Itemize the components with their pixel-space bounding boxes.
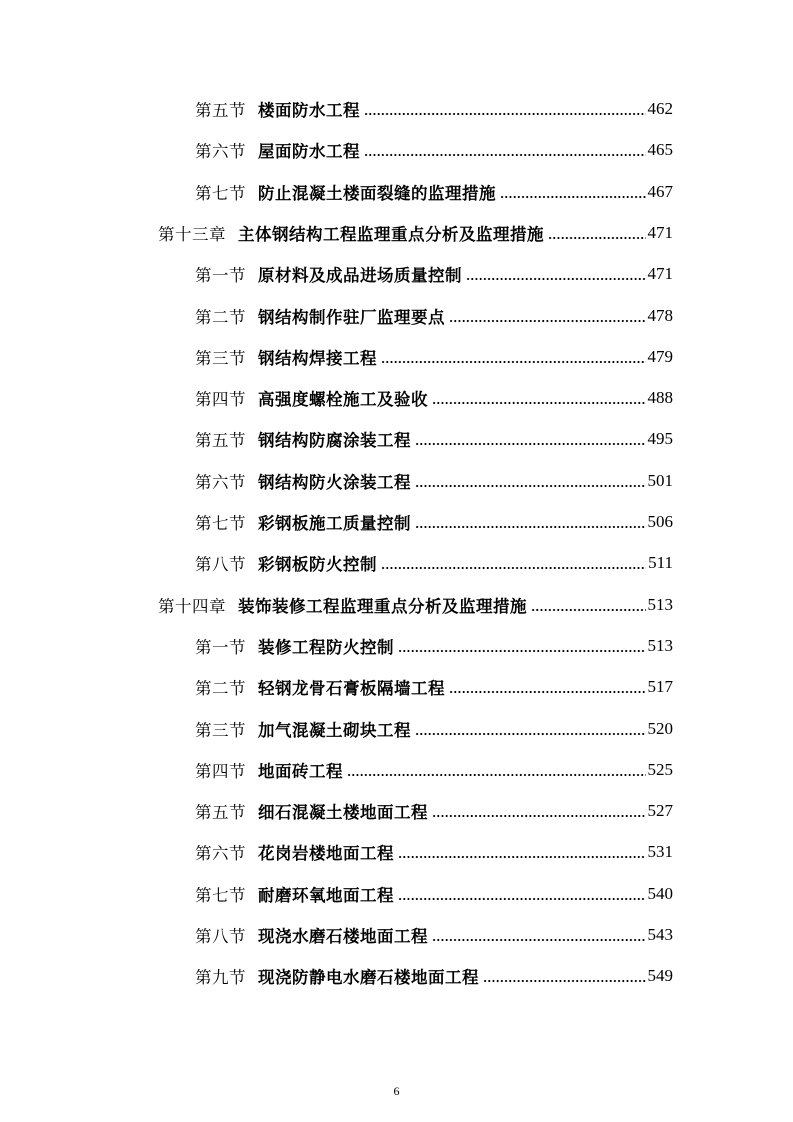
- toc-entry-title: 轻钢龙骨石膏板隔墙工程: [258, 679, 445, 699]
- toc-entry-page: 511: [648, 553, 673, 573]
- dot-leader: [531, 598, 646, 612]
- toc-section-entry[interactable]: [195, 342, 673, 372]
- toc-entry-title: 屋面防水工程: [258, 142, 360, 162]
- toc-entry-number: 第八节: [195, 927, 246, 946]
- toc-entry-page: 527: [647, 801, 673, 821]
- toc-section-entry[interactable]: [195, 177, 673, 207]
- toc-section-entry[interactable]: [195, 466, 673, 496]
- toc-entry-title: 加气混凝土砌块工程: [258, 720, 411, 740]
- dot-leader: [415, 432, 646, 446]
- toc-section-entry[interactable]: [195, 383, 673, 413]
- toc-entry-page: 543: [647, 925, 673, 944]
- toc-entry-number: 第三节: [195, 348, 246, 368]
- toc-section-entry[interactable]: [195, 879, 673, 909]
- dot-leader: [548, 226, 646, 240]
- toc-entry-title: 钢结构焊接工程: [258, 348, 377, 368]
- dot-leader: [398, 639, 646, 653]
- toc-entry-number: 第五节: [195, 803, 246, 823]
- toc-entry-title: 花岗岩楼地面工程: [258, 844, 394, 864]
- toc-entry-title: 装饰装修工程监理重点分析及监理措施: [238, 596, 527, 616]
- toc-section-entry[interactable]: [195, 94, 673, 124]
- toc-entry-page: 517: [647, 677, 673, 697]
- dot-leader: [432, 804, 646, 818]
- toc-entry-page: 471: [647, 222, 673, 242]
- toc-section-entry[interactable]: [195, 301, 673, 331]
- toc-entry-number: 第八节: [195, 555, 246, 575]
- toc-entry-number: 第六节: [195, 142, 246, 162]
- toc-entry-page: 478: [647, 305, 673, 325]
- toc-entry-title: 装修工程防火控制: [258, 637, 394, 657]
- toc-entry-page: 479: [647, 346, 673, 366]
- dot-leader: [364, 143, 646, 157]
- toc-entry-page: 465: [647, 140, 673, 160]
- dot-leader: [449, 309, 646, 323]
- toc-section-entry[interactable]: [195, 672, 673, 702]
- toc-entry-number: 第一节: [195, 637, 246, 657]
- toc-entry-number: 第五节: [195, 101, 246, 120]
- toc-chapter-entry[interactable]: [158, 590, 673, 620]
- toc-entry-page: 531: [647, 842, 673, 862]
- toc-section-entry[interactable]: [195, 961, 673, 991]
- toc-section-entry[interactable]: [195, 548, 673, 578]
- toc-entry-title: 钢结构制作驻厂监理要点: [258, 307, 445, 327]
- toc-entry-page: 513: [647, 594, 673, 614]
- dot-leader: [466, 267, 646, 281]
- dot-leader: [347, 763, 646, 777]
- dot-leader: [449, 680, 646, 694]
- toc-section-entry[interactable]: [195, 796, 673, 826]
- toc-entry-title: 钢结构防腐涂装工程: [258, 431, 411, 451]
- toc-entry-title: 钢结构防火涂装工程: [258, 472, 411, 492]
- dot-leader: [415, 722, 646, 736]
- toc-entry-number: 第十四章: [158, 596, 226, 616]
- toc-entry-title: 地面砖工程: [258, 761, 343, 781]
- toc-entry-page: 506: [647, 512, 673, 531]
- toc-entry-number: 第六节: [195, 472, 246, 492]
- dot-leader: [364, 102, 646, 116]
- toc-section-entry[interactable]: [195, 714, 673, 744]
- page-number: 6: [393, 1084, 400, 1098]
- toc-entry-number: 第四节: [195, 390, 246, 410]
- toc-entry-number: 第二节: [195, 679, 246, 699]
- dot-leader: [432, 928, 646, 942]
- toc-section-entry[interactable]: [195, 631, 673, 661]
- toc-entry-title: 主体钢结构工程监理重点分析及监理措施: [238, 224, 544, 244]
- toc-entry-title: 现浇防静电水磨石楼地面工程: [258, 968, 479, 988]
- toc-entry-title: 原材料及成品进场质量控制: [258, 266, 462, 286]
- toc-entry-number: 第三节: [195, 720, 246, 740]
- toc-entry-number: 第七节: [195, 183, 246, 203]
- dot-leader: [398, 845, 646, 859]
- toc-section-entry[interactable]: [195, 920, 673, 950]
- toc-entry-number: 第九节: [195, 968, 246, 988]
- toc-entry-number: 第七节: [195, 885, 246, 905]
- toc-section-entry[interactable]: [195, 507, 673, 537]
- toc-entry-title: 高强度螺栓施工及验收: [258, 390, 428, 410]
- toc-section-entry[interactable]: [195, 135, 673, 165]
- toc-entry-number: 第十三章: [158, 224, 226, 244]
- toc-entry-number: 第四节: [195, 761, 246, 781]
- toc-entry-page: 495: [647, 429, 673, 449]
- dot-leader: [415, 474, 646, 488]
- toc-section-entry[interactable]: [195, 424, 673, 454]
- toc-section-entry[interactable]: [195, 259, 673, 289]
- toc-entry-title: 耐磨环氧地面工程: [258, 885, 394, 905]
- toc-section-entry[interactable]: [195, 755, 673, 785]
- dot-leader: [500, 185, 646, 199]
- toc-entry-page: 525: [647, 759, 673, 779]
- dot-leader: [381, 556, 646, 570]
- toc-entry-page: 540: [647, 883, 673, 903]
- toc-entry-page: 513: [647, 635, 673, 655]
- toc-entry-title: 彩钢板防火控制: [258, 555, 377, 575]
- toc-entry-page: 462: [647, 99, 673, 118]
- dot-leader: [483, 969, 646, 983]
- dot-leader: [432, 391, 646, 405]
- dot-leader: [398, 887, 646, 901]
- toc-section-entry[interactable]: [195, 837, 673, 867]
- toc-entry-title: 细石混凝土楼地面工程: [258, 803, 428, 823]
- toc-entry-title: 楼面防水工程: [258, 101, 360, 120]
- toc-entry-title: 彩钢板施工质量控制: [258, 514, 411, 533]
- toc-entry-page: 467: [647, 181, 673, 201]
- toc-entry-number: 第六节: [195, 844, 246, 864]
- toc-entry-page: 488: [647, 388, 673, 408]
- toc-entry-number: 第七节: [195, 514, 246, 533]
- toc-entry-page: 471: [647, 264, 673, 284]
- dot-leader: [381, 350, 646, 364]
- dot-leader: [415, 515, 646, 529]
- toc-entry-title: 防止混凝土楼面裂缝的监理措施: [258, 183, 496, 203]
- toc-entry-page: 520: [647, 718, 673, 738]
- toc-entry-title: 现浇水磨石楼地面工程: [258, 927, 428, 946]
- toc-entry-page: 501: [647, 470, 673, 490]
- toc-entry-page: 549: [647, 966, 673, 986]
- toc-chapter-entry[interactable]: [158, 218, 673, 248]
- toc-entry-number: 第五节: [195, 431, 246, 451]
- toc-entry-number: 第一节: [195, 266, 246, 286]
- toc-entry-number: 第二节: [195, 307, 246, 327]
